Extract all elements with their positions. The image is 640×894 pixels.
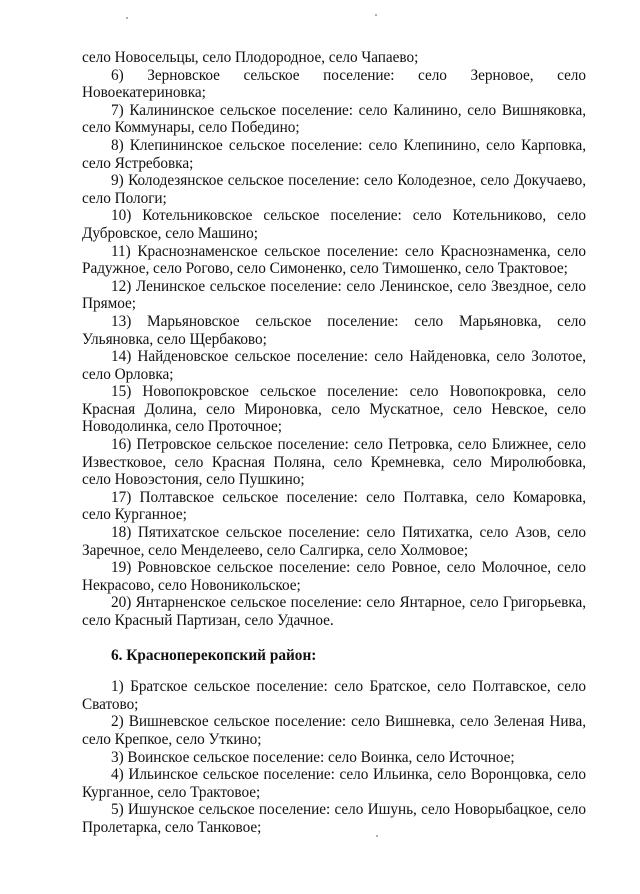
list-item-poltavskoe: 17) Полтавское сельское поселение: село Полтавка, село Комаровка, село Курганное; — [82, 488, 586, 524]
section-spacer — [82, 664, 586, 678]
list-item-voinskoe: 3) Воинское сельское поселение: село Воинка, село Источное; — [111, 748, 515, 766]
list-item-kolodezyanskoe: 9) Колодезянское сельское поселение: село Колодезное, село Докучаево, село Пологи; — [82, 172, 586, 207]
list-item-petrovskoe: 16) Петровское сельское поселение: село Петровка, село Ближнее, село Известковое, село Красная Поляна, село Кремневка, село Миролюбовка, село Новоэстония, село Пушкино; — [82, 436, 586, 489]
list-item-ilinskoe: 4) Ильинское сельское поселение: село Ильинка, село Воронцовка, село Курганное, село Трактовое; — [82, 766, 586, 801]
list-item-vishnevskoe: 2) Вишневское сельское поселение: село Вишневка, село Зеленая Нива, село Крепкое, село Уткино; — [82, 713, 586, 748]
list-item-pyatikhatskoe: 18) Пятихатское сельское поселение: село Пятихатка, село Азов, село Заречное, село Менделеево, село Салгирка, село Холмовое; — [82, 524, 586, 559]
document-body — [82, 49, 586, 837]
list-item-bratskoe: 1) Братское сельское поселение: село Братское, село Полтавское, село Сватово; — [82, 678, 586, 713]
paragraph-continuation: село Новосельцы, село Плодородное, село Чапаево; — [82, 49, 419, 66]
list-item-yantarnenskoe: 20) Янтарненское сельское поселение: село Янтарное, село Григорьевка, село Красный Партизан, село Удачное. — [82, 594, 586, 629]
list-item-klepininskoe: 8) Клепининское сельское поселение: село Клепинино, село Карповка, село Ястребовка; — [82, 136, 586, 172]
list-item-leninskoe: 12) Ленинское сельское поселение: село Ленинское, село Звездное, село Прямое; — [82, 277, 586, 313]
list-item-ishunskoe: 5) Ишунское сельское поселение: село Ишунь, село Новорыбацкое, село Пролетарка, село Танковое; — [82, 801, 586, 836]
list-item-zernovskoe: 6) Зерновское сельское поселение: село Зерновое, село Новоекатериновка; — [82, 66, 586, 102]
scan-speck — [375, 14, 377, 16]
list-item-kalininskoe: 7) Калининское сельское поселение: село Калинино, село Вишняковка, село Коммунары, село Победино; — [82, 101, 586, 137]
list-item-naydenovskoe: 14) Найденовское сельское поселение: село Найденовка, село Золотое, село Орловка; — [82, 348, 586, 383]
section-heading: 6. Красноперекопский район: — [111, 646, 317, 664]
list-item-maryanovskoe: 13) Марьяновское сельское поселение: село Марьяновка, село Ульяновка, село Щербаково; — [82, 312, 586, 348]
scan-speck — [376, 835, 378, 837]
list-item-novopokrovskoe: 15) Новопокровское сельское поселение: село Новопокровка, село Красная Долина, село Мироновка, село Мускатное, село Невское, село Новодолинка, село Проточное; — [82, 383, 586, 436]
list-item-kotelnikovskoe: 10) Котельниковское сельское поселение: село Котельниково, село Дубровское, село Машино; — [82, 207, 586, 242]
list-item-rovnovskoe: 19) Ровновское сельское поселение: село Ровное, село Молочное, село Некрасово, село Новоникольское; — [82, 559, 586, 594]
scan-speck — [126, 17, 128, 19]
list-item-krasnoznamenskoe: 11) Краснознаменское сельское поселение: село Краснознаменка, село Радужное, село Рогово, село Симоненко, село Тимошенко, село Трактовое; — [82, 242, 586, 278]
